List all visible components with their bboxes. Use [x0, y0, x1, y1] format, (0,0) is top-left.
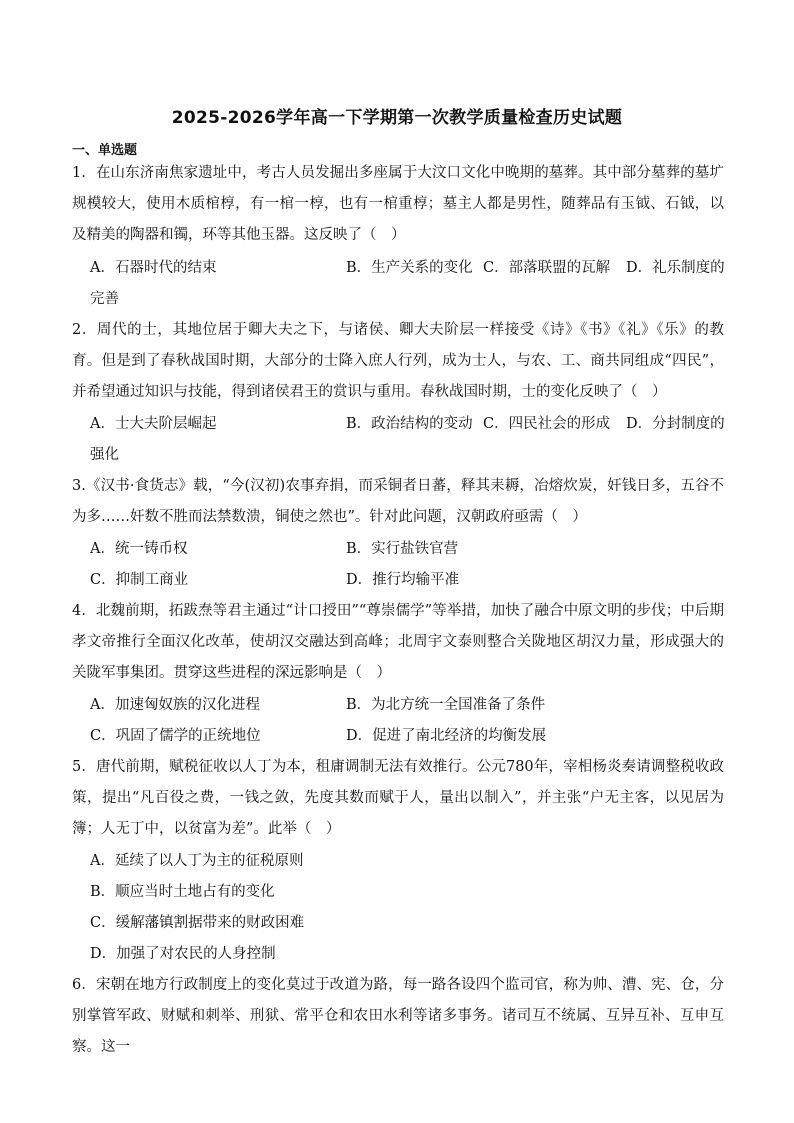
question-3-options-row-2 — [90, 565, 730, 596]
question-4-stem: 4．北魏前期，拓跋焘等君主通过“计口授田”“尊崇儒学”等举措，加快了融合中原文明的步伐；中后期孝文帝推行全面汉化改革，使胡汉交融达到高峰；北周宇文泰则整合关陇地区胡汉力量，形成强大的关陇军事集团。贯穿这些进程的深远影响是（ ） — [72, 603, 724, 681]
question-2-stem: 2．周代的士，其地位居于卿大夫之下，与诸侯、卿大夫阶层一样接受《诗》《书》《礼》《乐》的教育。但是到了春秋战国时期，大部分的士降入庶人行列，成为士人，与农、工、商共同组成“四民”，并希望通过知识与技能，得到诸侯君王的赏识与重用。春秋战国时期，士的变化反映了（ ） — [72, 322, 724, 400]
option-b[interactable]: B．顺应当时土地占有的变化 — [90, 884, 275, 900]
option-b[interactable]: B．实行盐铁官营 — [346, 541, 459, 557]
question-1-options — [90, 253, 730, 284]
option-d[interactable]: D．加强了对农民的人身控制 — [90, 946, 276, 962]
question-3-stem: 3.《汉书·食货志》载，“今(汉初)农事弃捐，而采铜者日蕃，释其耒耨，冶熔炊炭，奸钱日多，五谷不为多……奸数不胜而法禁数溃，铜使之然也”。针对此问题，汉朝政府亟需（ ） — [72, 478, 724, 525]
option-d[interactable]: D．推行均输平准 — [346, 572, 460, 588]
option-d[interactable]: D．分封制度的 — [626, 416, 725, 432]
option-d[interactable]: D．促进了南北经济的均衡发展 — [346, 728, 547, 744]
question-2 — [72, 315, 724, 408]
question-3-options-row-1 — [90, 534, 730, 565]
question-5-stem: 5．唐代前期，赋税征收以人丁为本，租庸调制无法有效推行。公元780年，宰相杨炎奏请调整税收政策，提出“凡百役之费，一钱之敛，先度其数而赋于人，量出以制入”，并主张“户无主客，以见居为簿；人无丁中，以贫富为差”。此举（ ） — [72, 759, 724, 837]
option-c[interactable]: C．部落联盟的瓦解 — [483, 260, 611, 276]
option-b[interactable]: B．生产关系的变化 — [346, 260, 473, 276]
option-c[interactable]: C．抑制工商业 — [90, 572, 189, 588]
question-4 — [72, 596, 724, 689]
question-6-stem: 6．宋朝在地方行政制度上的变化莫过于改道为路，每一路各设四个监司官，称为帅、漕、宪、仓，分别掌管军政、财赋和刺举、刑狱、常平仓和农田水利等诸多事务。诸司互不统属、互异互补、互申互察。这一 — [72, 977, 724, 1055]
option-b[interactable]: B．政治结构的变动 — [346, 416, 473, 432]
question-4-options-row-1 — [90, 690, 730, 721]
option-a[interactable]: A．延续了以人丁为主的征税原则 — [90, 853, 304, 869]
option-c[interactable]: C．巩固了儒学的正统地位 — [90, 728, 261, 744]
option-a[interactable]: A．士大夫阶层崛起 — [90, 416, 217, 432]
option-d[interactable]: D．礼乐制度的 — [626, 260, 725, 276]
page-title: 2025-2026学年高一下学期第一次教学质量检查历史试题 — [171, 108, 623, 128]
option-c[interactable]: C．缓解藩镇割据带来的财政困难 — [90, 915, 305, 931]
option-b[interactable]: B．为北方统一全国准备了条件 — [346, 697, 546, 713]
option-a[interactable]: A．加速匈奴族的汉化进程 — [90, 697, 260, 713]
section-heading: 一、单选题 — [72, 143, 138, 158]
question-3 — [72, 471, 724, 533]
question-4-options-row-2 — [90, 721, 730, 752]
question-1 — [72, 158, 724, 251]
option-d-continuation: 强化 — [90, 447, 119, 463]
option-a[interactable]: A．统一铸币权 — [90, 541, 188, 557]
question-5 — [72, 752, 724, 845]
option-a[interactable]: A．石器时代的结束 — [90, 260, 217, 276]
option-d-continuation: 完善 — [90, 291, 119, 307]
option-c[interactable]: C．四民社会的形成 — [483, 416, 611, 432]
question-2-options — [90, 409, 730, 440]
question-6 — [72, 970, 724, 1063]
question-1-stem: 1．在山东济南焦家遗址中，考古人员发掘出多座属于大汶口文化中晚期的墓葬。其中部分墓葬的墓圹规模较大，使用木质棺椁，有一棺一椁，也有一棺重椁；墓主人都是男性，随葬品有玉钺、石钺，以及精美的陶器和镯，环等其他玉器。这反映了（ ） — [72, 165, 724, 243]
